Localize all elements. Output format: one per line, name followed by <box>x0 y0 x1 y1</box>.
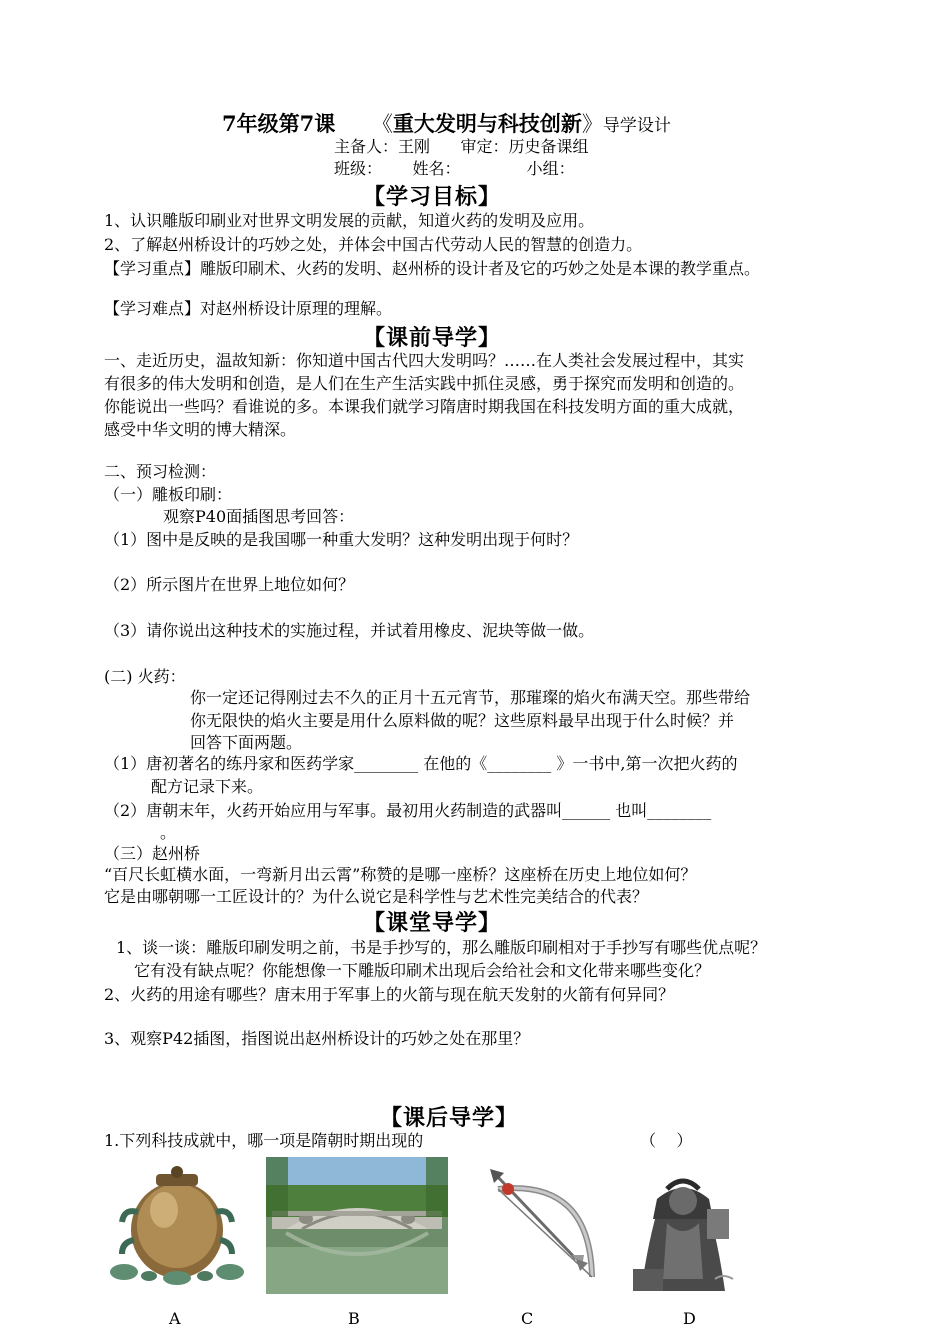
printing-question-2: （2）所示图片在世界上地位如何？ <box>104 575 355 594</box>
option-d-label: D <box>683 1309 696 1328</box>
printing-question-1: （1）图中是反映的是我国哪一种重大发明？这种发明出现于何时？ <box>104 530 579 549</box>
intro-line-4: 感受中华文明的博大精深。 <box>104 420 297 439</box>
after-question-1: 1.下列科技成就中，哪一项是隋朝时期出现的 <box>104 1131 424 1150</box>
bridge-question-1: “百尺长虹横水面，一弯新月出云霄”称赞的是哪一座桥？这座桥在历史上地位如何？ <box>104 865 697 884</box>
key-points: 【学习重点】雕版印刷术、火药的发明、赵州桥的设计者及它的巧妙之处是本课的教学重点。 <box>104 259 761 278</box>
option-a-label: A <box>169 1309 181 1328</box>
difficult-points: 【学习难点】对赵州桥设计原理的理解。 <box>104 299 393 318</box>
option-b-label: B <box>348 1309 360 1328</box>
page-title <box>222 108 671 138</box>
goal-1: 1、认识雕版印刷业对世界文明发展的贡献，知道火药的发明及应用。 <box>104 211 595 230</box>
answer-parentheses: （ ） <box>640 1131 693 1150</box>
class-line: 班级： 姓名： 小组： <box>334 159 575 178</box>
gunpowder-para-3: 回答下面两题。 <box>190 733 303 752</box>
title-close-quote: 》 <box>581 112 603 136</box>
class-question-3: 3、观察P42插图，指图说出赵州桥设计的巧妙之处在那里？ <box>104 1029 530 1048</box>
gunpowder-question-1a: （1）唐初著名的练丹家和医药学家________ 在他的《________ 》一书中,第一次把火药的 <box>104 754 738 773</box>
title-suffix: 导学设计 <box>602 116 671 136</box>
author-line: 主备人：王刚 审定：历史备课组 <box>334 137 589 156</box>
gunpowder-question-2a: （2）唐朝末年，火药开始应用与军事。最初用火药制造的武器叫______ 也叫________ <box>104 801 712 820</box>
heading-learning-goals: 【学习目标】 <box>363 184 502 210</box>
gunpowder-title: (二) 火药： <box>104 667 186 686</box>
gunpowder-para-1: 你一定还记得刚过去不久的正月十五元宵节，那璀璨的焰火布满天空。那些带给 <box>190 688 751 707</box>
option-c-label: C <box>521 1309 534 1328</box>
intro-line-3: 你能说出一些吗？看谁说的多。本课我们就学习隋唐时期我国在科技发明方面的重大成就， <box>104 397 745 416</box>
printing-question-3: （3）请你说出这种技术的实施过程，并试着用橡皮、泥块等做一做。 <box>104 621 595 640</box>
image-seismograph <box>104 1160 250 1288</box>
printing-title: （一）雕板印刷： <box>104 485 233 504</box>
gunpowder-question-1b: 配方记录下来。 <box>151 777 264 796</box>
title-lesson: 7年级第7课 <box>222 111 336 136</box>
title-open-quote: 《 <box>371 112 393 136</box>
gunpowder-question-2b: 。 <box>160 823 177 842</box>
bridge-title: （三）赵州桥 <box>104 844 201 863</box>
heading-pre-class: 【课前导学】 <box>363 325 502 351</box>
heading-after-class: 【课后导学】 <box>380 1105 519 1131</box>
bridge-question-2: 它是由哪朝哪一工匠设计的？为什么说它是科学性与艺术性完美结合的代表？ <box>104 887 649 906</box>
intro-line-1: 一、走近历史，温故知新：你知道中国古代四大发明吗？……在人类社会发展过程中，其实 <box>104 351 745 370</box>
preview-check-title: 二、预习检测： <box>104 462 217 481</box>
image-fire-arrow <box>480 1159 610 1294</box>
class-question-1a: 1、谈一谈：雕版印刷发明之前，书是手抄写的，那么雕版印刷相对于手抄写有哪些优点呢？ <box>116 938 767 957</box>
gunpowder-para-2: 你无限快的焰火主要是用什么原料做的呢？这些原料最早出现于什么时候？并 <box>190 711 735 730</box>
printing-observe: 观察P40面插图思考回答： <box>163 507 355 526</box>
goal-2: 2、了解赵州桥设计的巧妙之处，并体会中国古代劳动人民的智慧的创造力。 <box>104 235 643 254</box>
intro-line-2: 有很多的伟大发明和创造，是人们在生产生活实践中抓住灵感，勇于探究而发明和创造的。 <box>104 374 745 393</box>
title-topic: 重大发明与科技创新 <box>392 111 582 136</box>
class-question-2: 2、火药的用途有哪些？唐末用于军事上的火箭与现在航天发射的火箭有何异同？ <box>104 985 675 1004</box>
image-zhaozhou-bridge <box>266 1157 448 1294</box>
class-question-1b: 它有没有缺点呢？你能想像一下雕版印刷术出现后会给社会和文化带来哪些变化？ <box>134 961 711 980</box>
heading-in-class: 【课堂导学】 <box>363 910 502 936</box>
image-statue <box>627 1159 739 1299</box>
